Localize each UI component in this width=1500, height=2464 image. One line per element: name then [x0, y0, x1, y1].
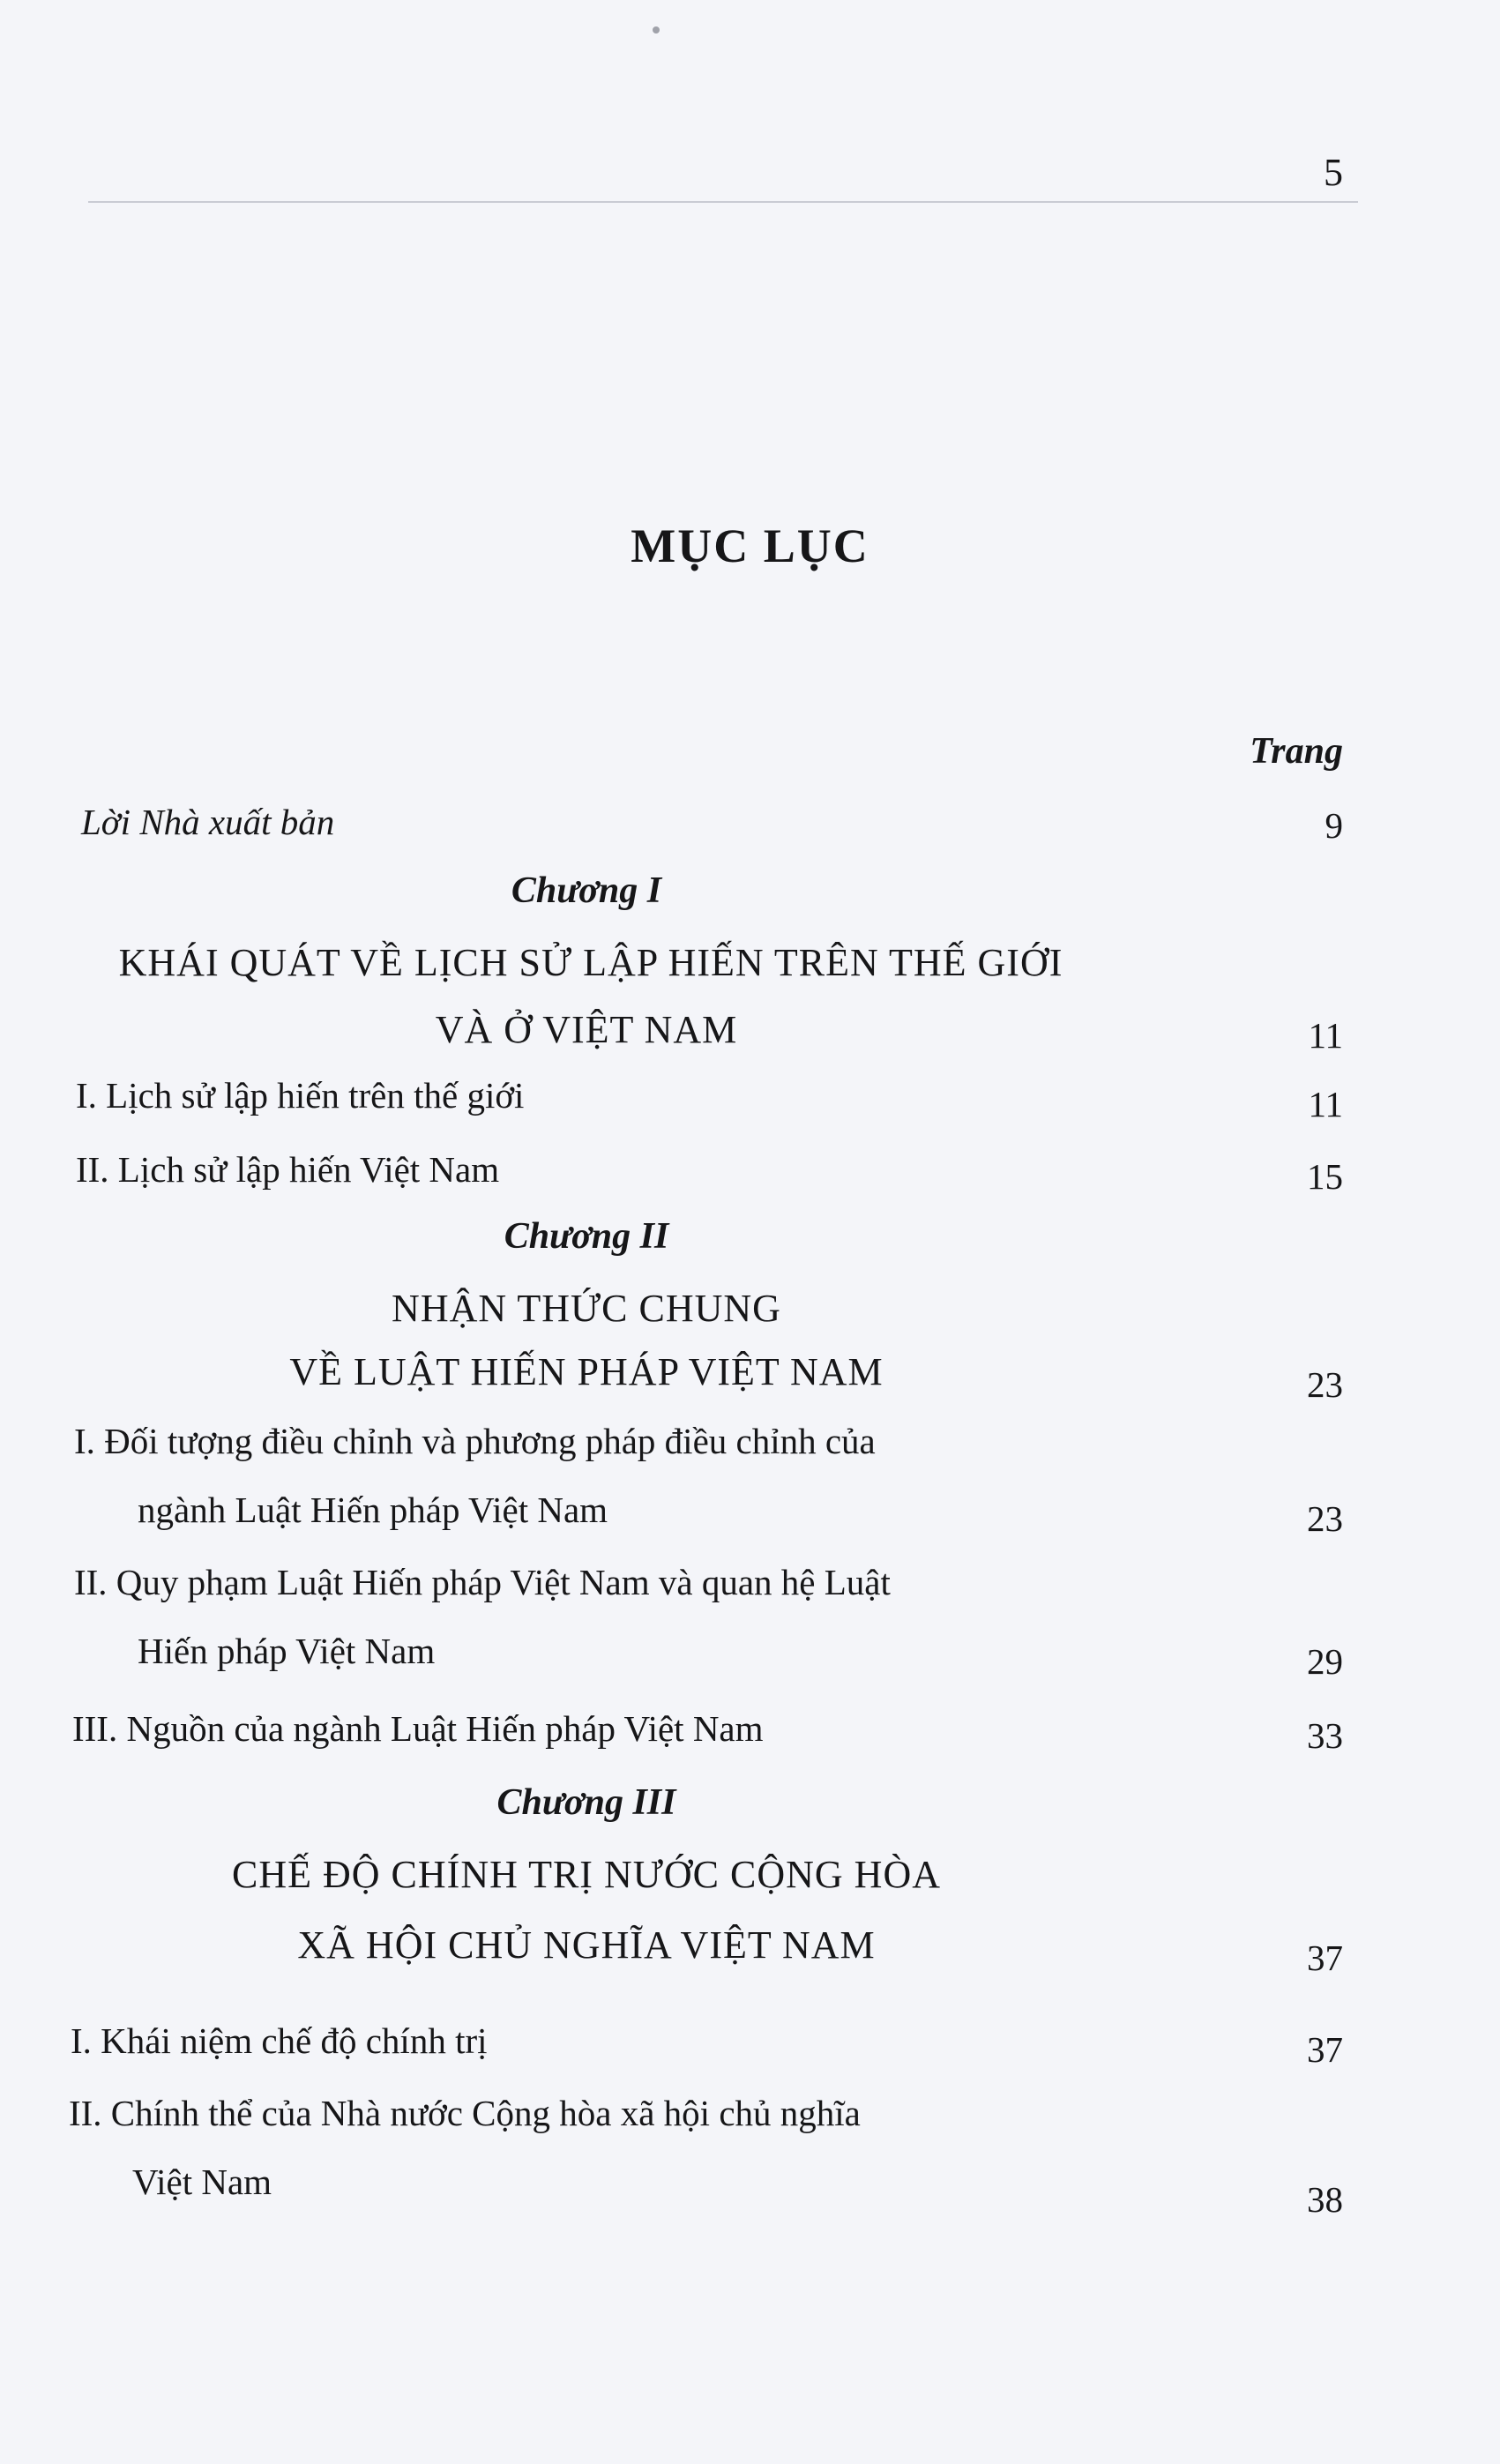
page-number: 5 [1324, 151, 1343, 194]
toc-entry: I. Đối tượng điều chỉnh và phương pháp điều chỉnh của [74, 1421, 876, 1461]
toc-page: 38 [1307, 2179, 1343, 2220]
toc-page: 33 [1307, 1715, 1343, 1756]
chapter-2-page: 23 [1307, 1364, 1343, 1405]
chapter-3-page: 37 [1307, 1938, 1343, 1978]
chapter-1-title-line2: VÀ Ở VIỆT NAM [435, 1008, 738, 1051]
header-rule [88, 201, 1358, 203]
chapter-2-label: Chương II [504, 1216, 669, 1257]
chapter-2-title-line1: NHẬN THỨC CHUNG [392, 1287, 781, 1330]
toc-entry-preface: Lời Nhà xuất bản [81, 802, 335, 842]
chapter-2-title-line2: VỀ LUẬT HIẾN PHÁP VIỆT NAM [289, 1350, 884, 1393]
toc-entry: II. Lịch sử lập hiến Việt Nam [76, 1149, 500, 1190]
toc-page: 15 [1307, 1156, 1343, 1197]
toc-entry: I. Khái niệm chế độ chính trị [71, 2020, 488, 2061]
toc-page: 23 [1307, 1498, 1343, 1539]
toc-page-preface: 9 [1325, 805, 1343, 846]
chapter-3-label: Chương III [496, 1782, 676, 1823]
chapter-1-page: 11 [1308, 1015, 1343, 1056]
toc-page: 37 [1307, 2029, 1343, 2070]
print-speck [653, 26, 660, 34]
toc-entry-continuation: Hiến pháp Việt Nam [138, 1631, 436, 1671]
toc-entry: III. Nguồn của ngành Luật Hiến pháp Việt Nam [72, 1708, 764, 1749]
toc-page: 29 [1307, 1641, 1343, 1682]
toc-entry: II. Chính thể của Nhà nước Cộng hòa xã hội chủ nghĩa [69, 2093, 861, 2133]
page-title: MỤC LỤC [631, 519, 869, 572]
chapter-1-label: Chương I [511, 870, 662, 911]
toc-entry-continuation: ngành Luật Hiến pháp Việt Nam [138, 1490, 608, 1530]
page-column-label: Trang [1250, 731, 1343, 772]
chapter-3-title-line2: XÃ HỘI CHỦ NGHĨA VIỆT NAM [297, 1923, 876, 1967]
toc-entry: II. Quy phạm Luật Hiến pháp Việt Nam và quan hệ Luật [74, 1562, 891, 1602]
toc-entry: I. Lịch sử lập hiến trên thế giới [76, 1075, 525, 1116]
toc-entry-continuation: Việt Nam [132, 2162, 272, 2202]
chapter-3-title-line1: CHẾ ĐỘ CHÍNH TRỊ NƯỚC CỘNG HÒA [232, 1853, 941, 1896]
toc-page: 11 [1308, 1084, 1343, 1124]
chapter-1-title-line1: KHÁI QUÁT VỀ LỊCH SỬ LẬP HIẾN TRÊN THẾ GIỚI [118, 941, 1063, 984]
